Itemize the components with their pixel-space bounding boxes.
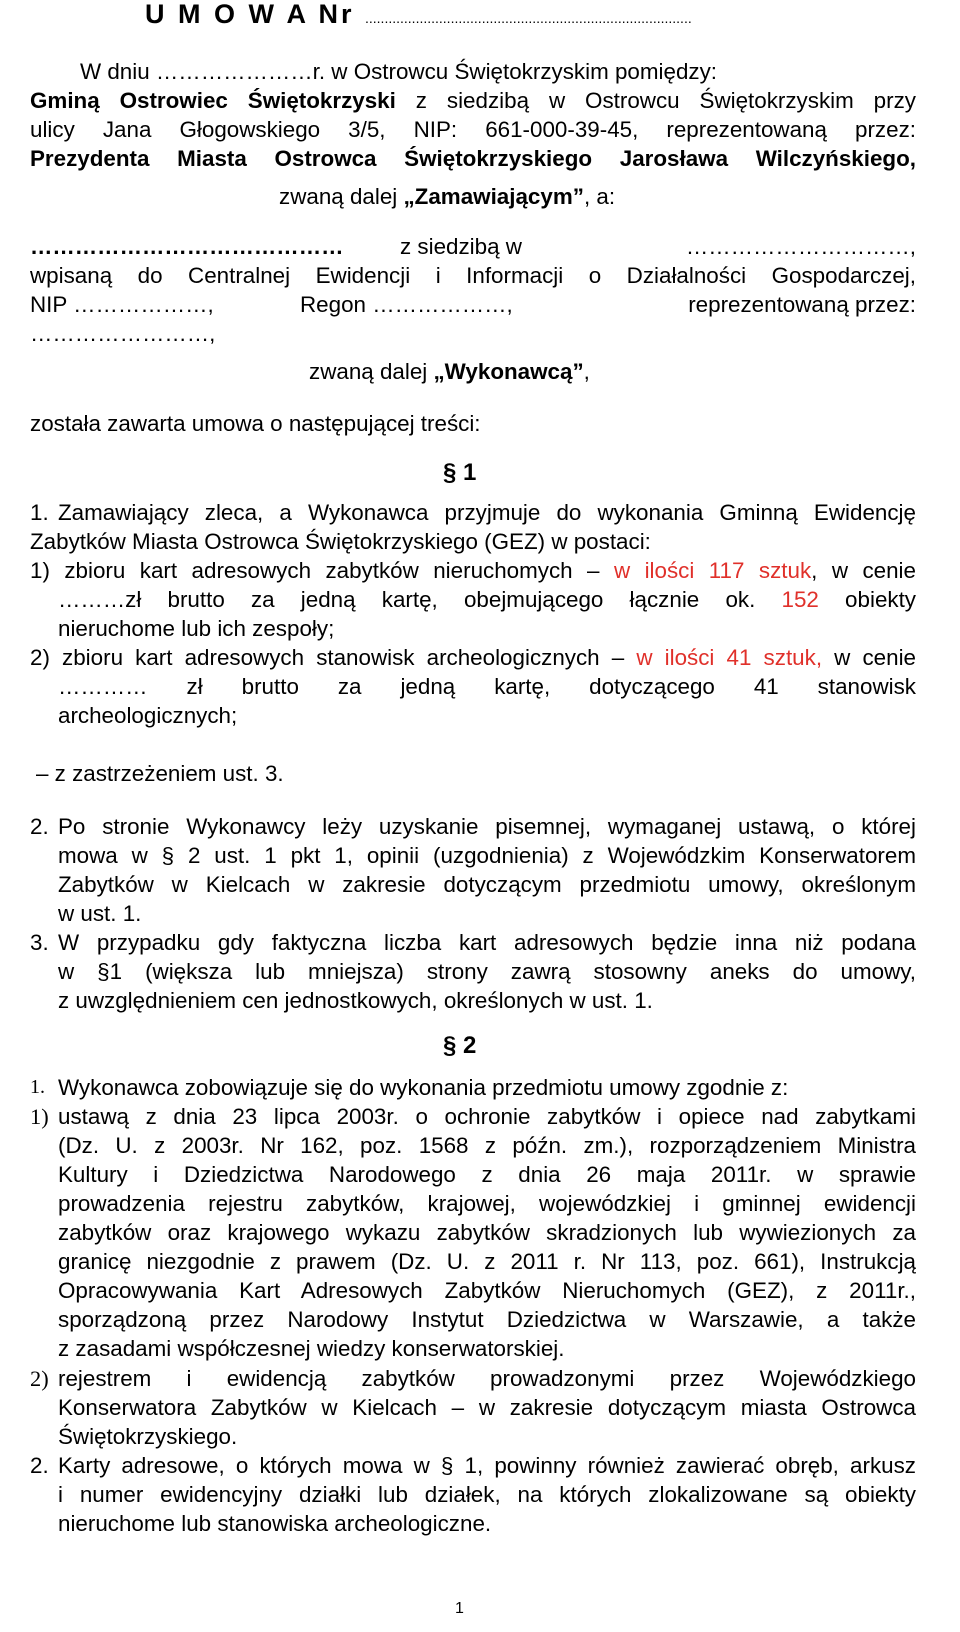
s2-i1-line: Kultury i Dziedzictwa Narodowego z dnia 26 maja 2011r. w sprawie bbox=[58, 1162, 916, 1187]
intro-line-3: ulicy Jana Głogowskiego 3/5, NIP: 661-000-39-45, reprezentowaną przez: bbox=[30, 117, 916, 142]
s2-i1-line: zabytków oraz krajowego wykazu zabytków skradzionych lub wywiezionych za bbox=[58, 1220, 916, 1245]
client-term: „Zamawiającym” bbox=[403, 184, 584, 209]
s1-item-1-line-3: nieruchome lub ich zespoły; bbox=[58, 616, 335, 641]
s1-item-2-line-3: archeologicznych; bbox=[58, 703, 238, 728]
contractor-line-3: NIP ………………, Regon ………………, reprezentowaną przez: bbox=[30, 292, 916, 317]
s2-p1-line-1: Wykonawca zobowiązuje się do wykonania przedmiotu umowy zgodnie z: bbox=[58, 1075, 789, 1100]
s1-item-1-line-2: ………zł brutto za jedną kartę, obejmującego łącznie ok. 152 obiekty bbox=[58, 587, 917, 612]
s2-i2-line: rejestrem i ewidencją zabytków prowadzonymi przez Wojewódzkiego bbox=[58, 1366, 916, 1391]
s2-i1-line: sporządzoną przez Narodowy Instytut Dziedzictwa w Warszawie, a także bbox=[58, 1307, 916, 1332]
s2-item-1-number: 1) bbox=[30, 1104, 49, 1129]
s1-p3-line-2: w §1 (większa lub mniejsza) strony zawrą stosowny aneks do umowy, bbox=[58, 959, 916, 984]
title-number-dots: .................................................................................... bbox=[365, 10, 692, 26]
s2-i2-line: Świętokrzyskiego. bbox=[58, 1424, 238, 1449]
s2-p2-line: i numer ewidencyjny działki lub działek, na których zlokalizowane są obiekty bbox=[58, 1482, 916, 1507]
s1-p3-number: 3. bbox=[30, 930, 49, 955]
item-1-quantity: w ilości 117 sztuk bbox=[613, 558, 812, 583]
page-number: 1 bbox=[455, 1600, 464, 1617]
s2-p1-number: 1. bbox=[30, 1076, 45, 1098]
document-title bbox=[145, 0, 692, 33]
s1-p3-line-1: W przypadku gdy faktyczna liczba kart adresowych będzie inna niż podana bbox=[58, 930, 916, 955]
contractor-term: „Wykonawcą” bbox=[433, 359, 584, 384]
s1-p2-line-1: Po stronie Wykonawcy leży uzyskanie pisemnej, wymaganej ustawą, o której bbox=[58, 814, 916, 839]
contractor-line-1: …………………………………… z siedzibą w …………………………, bbox=[30, 234, 916, 259]
s2-i1-line: prowadzenia rejestru zabytków, krajowej, wojewódzkiej i gminnej ewidencji bbox=[58, 1191, 916, 1216]
s1-p2-line-2: mowa w § 2 ust. 1 pkt 1, opinii (uzgodnienia) z Wojewódzkim Konserwatorem bbox=[58, 843, 916, 868]
s2-i1-line: granicę niezgodnie z prawem (Dz. U. z 2011 r. Nr 113, poz. 661), Instrukcją bbox=[58, 1249, 916, 1274]
contractor-name-dots: …………………………………… bbox=[30, 234, 344, 259]
s1-item-1-line-1: 1) zbioru kart adresowych zabytków nieruchomych – w ilości 117 sztuk, w cenie bbox=[30, 558, 916, 583]
contractor-line-4: ……………………, bbox=[30, 321, 216, 346]
s1-reservation: – z zastrzeżeniem ust. 3. bbox=[36, 761, 284, 786]
s2-i1-line: Opracowywania Kart Adresowych Zabytków Nieruchomych (GEZ), z 2011r., bbox=[58, 1278, 916, 1303]
s2-i1-line: ustawą z dnia 23 lipca 2003r. o ochronie zabytków i opiece nad zabytkami bbox=[58, 1104, 916, 1129]
contractor-line-2: wpisaną do Centralnej Ewidencji i Informacji o Działalności Gospodarczej, bbox=[30, 263, 916, 288]
s2-i1-line: (Dz. U. z 2003r. Nr 162, poz. 1568 z późn. zm.), rozporządzeniem Ministra bbox=[58, 1133, 916, 1158]
s2-p2-line: nieruchome lub stanowiska archeologiczne. bbox=[58, 1511, 492, 1536]
s1-p2-number: 2. bbox=[30, 814, 49, 839]
s2-p2-line: Karty adresowe, o których mowa w § 1, powinny również zawierać obręb, arkusz bbox=[58, 1453, 916, 1478]
section-1-heading: § 1 bbox=[443, 459, 477, 486]
s1-p3-line-3: z uwzględnieniem cen jednostkowych, określonych w ust. 1. bbox=[58, 988, 653, 1013]
client-defined-as: zwaną dalej „Zamawiającym”, a: bbox=[279, 184, 616, 209]
item-2-quantity: w ilości 41 sztuk, bbox=[636, 645, 823, 670]
intro-representative: Prezydenta Miasta Ostrowca Świętokrzyskiego Jarosława Wilczyńskiego, bbox=[30, 146, 916, 171]
contract-concluded-line: została zawarta umowa o następującej treści: bbox=[30, 411, 481, 436]
intro-date-line: W dniu …………………r. w Ostrowcu Świętokrzyskim pomiędzy: bbox=[80, 59, 718, 84]
section-2-heading: § 2 bbox=[443, 1032, 477, 1059]
s1-p1-line-1: Zamawiający zleca, a Wykonawca przyjmuje do wykonania Gminną Ewidencję bbox=[58, 500, 916, 525]
item-1-object-count: 152 bbox=[781, 587, 819, 612]
intro-line-2: Gminą Ostrowiec Świętokrzyski z siedzibą w Ostrowcu Świętokrzyskim przy bbox=[30, 88, 916, 113]
s2-i1-line: z zasadami współczesnej wiedzy konserwatorskiej. bbox=[58, 1336, 565, 1361]
s2-i2-line: Konserwatora Zabytków w Kielcach – w zakresie dotyczącym miasta Ostrowca bbox=[58, 1395, 916, 1420]
s1-item-2-line-2: ………… zł brutto za jedną kartę, dotyczącego 41 stanowisk bbox=[58, 674, 916, 699]
s2-item-2-number: 2) bbox=[30, 1366, 49, 1391]
s1-item-2-line-1: 2) zbioru kart adresowych stanowisk archeologicznych – w ilości 41 sztuk, w cenie bbox=[30, 645, 916, 670]
contractor-defined-as: zwaną dalej „Wykonawcą”, bbox=[309, 359, 590, 384]
title-text: U M O W A Nr bbox=[145, 0, 355, 29]
s1-p2-line-4: w ust. 1. bbox=[58, 901, 142, 926]
s1-p1-line-2: Zabytków Miasta Ostrowca Świętokrzyskiego (GEZ) w postaci: bbox=[30, 529, 651, 554]
s1-p1-number: 1. bbox=[30, 500, 49, 525]
s1-p2-line-3: Zabytków w Kielcach w zakresie dotyczącym przedmiotu umowy, określonym bbox=[58, 872, 916, 897]
client-name: Gminą Ostrowiec Świętokrzyski bbox=[30, 88, 396, 113]
s2-p2-number: 2. bbox=[30, 1453, 49, 1478]
